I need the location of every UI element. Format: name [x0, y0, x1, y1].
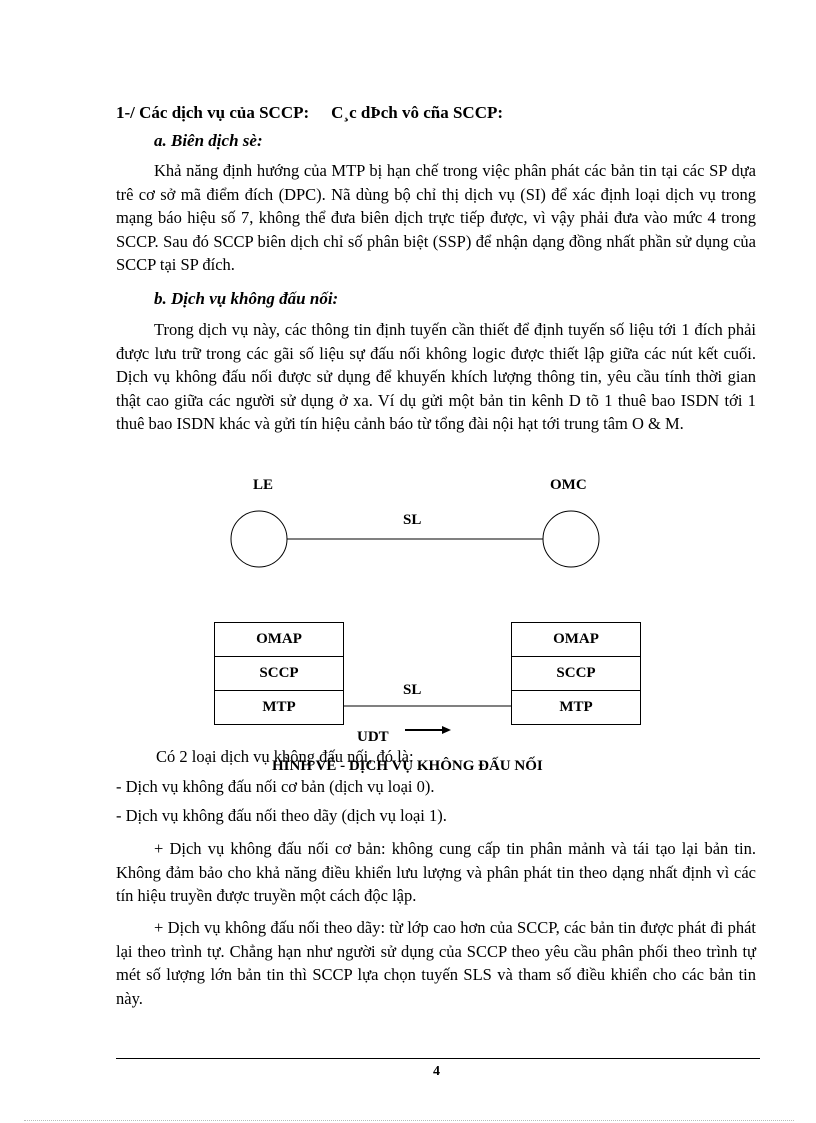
figure-caption: HÌNH VẼ - DỊCH VỤ KHÔNG ĐẤU NỐI [272, 758, 543, 774]
left-stack-layer: MTP [262, 699, 296, 715]
section-b-paragraph: Trong dịch vụ này, các thông tin định tuyến cần thiết để định tuyến số liệu tới 1 đích phải được lưu trữ trong các gãi số liệu sự đấu nối không logic được thiết lập giữa các nút kết cuối. Dịch vụ không đấu nối được sử dụng để khuyến khích lượng thông tin, yêu cầu tính thời gian thật cao giữa các người sử dụng ở xa. Ví dụ gửi một bản tin kênh D tõ 1 thuê bao ISDN tới 1 thuê bao ISDN khác và gửi tín hiệu cảnh báo từ tổng đài nội hạt tới trung tâm O & M. [116, 320, 756, 433]
le-label: LE [253, 477, 274, 493]
page-number: 4 [433, 1064, 440, 1079]
section-b-title: b. Dịch vụ không đấu nối: [154, 289, 339, 308]
left-stack-layer: SCCP [215, 657, 343, 691]
right-stack-layer: SCCP [512, 657, 640, 691]
heading-garbled-title: C¸c dÞch vô cña SCCP: [331, 103, 504, 122]
section-a-paragraph: Khả năng định hướng của MTP bị hạn chế trong việc phân phát các bản tin tại các SP dựa trê cơ sở mã điểm đích (DPC). Nã dùng bộ chỉ thị dịch vụ (SI) để xác định loại dịch vụ trong mạng báo hiệu số 7, không thể đưa biên dịch trực tiếp được, vì vậy phải đưa vào mức 4 trong SCCP. Sau đó SCCP biên dịch chỉ số phân biệt (SSP) để nhận dạng đồng nhất phần sử dụng của SCCP tại SP đích. [116, 161, 756, 274]
heading-title: 1-/ Các dịch vụ của SCCP: [116, 103, 310, 122]
bullet-sequenced: - Dịch vụ không đấu nối theo dãy (dịch vụ loại 1). [116, 806, 447, 825]
basic-service-paragraph: + Dịch vụ không đấu nối cơ bản: không cung cấp tin phân mảnh và tái tạo lại bản tin. Không đảm bảo cho khả năng điều khiển lưu lượng và phân phát tin theo dạng nhất định vì các tín hiệu truyền được truyền một cách độc lập. [116, 839, 756, 905]
omc-label: OMC [550, 477, 587, 493]
right-stack-layer: MTP [559, 699, 593, 715]
left-protocol-stack [214, 622, 344, 725]
le-node-circle [231, 511, 287, 567]
udt-arrow-head [442, 726, 451, 734]
right-stack-layer: OMAP [512, 623, 640, 657]
section-a-title: a. Biên dịch sè: [154, 131, 263, 150]
right-protocol-stack [511, 622, 641, 725]
left-stack-layer: OMAP [215, 623, 343, 657]
types-intro: Có 2 loại dịch vụ không đấu nối, đó là: [156, 747, 414, 766]
footer-rule [116, 1058, 760, 1059]
bottom-link-label: SL [403, 682, 422, 698]
top-link-label: SL [403, 512, 422, 528]
udt-label: UDT [357, 729, 389, 745]
sequenced-service-paragraph: + Dịch vụ không đấu nối theo dãy: từ lớp cao hơn của SCCP, các bản tin được phát đi phát lại theo trình tự. Chẳng hạn như người sử dụng của SCCP theo yêu cầu phân phối theo trình tự mét số lượng lớn bản tin thì SCCP lựa chọn tuyến SLS và tham số điều khiển cho các bản tin này. [116, 918, 756, 1008]
omc-node-circle [543, 511, 599, 567]
page-bottom-border [24, 1120, 794, 1121]
bullet-basic: - Dịch vụ không đấu nối cơ bản (dịch vụ loại 0). [116, 777, 435, 796]
